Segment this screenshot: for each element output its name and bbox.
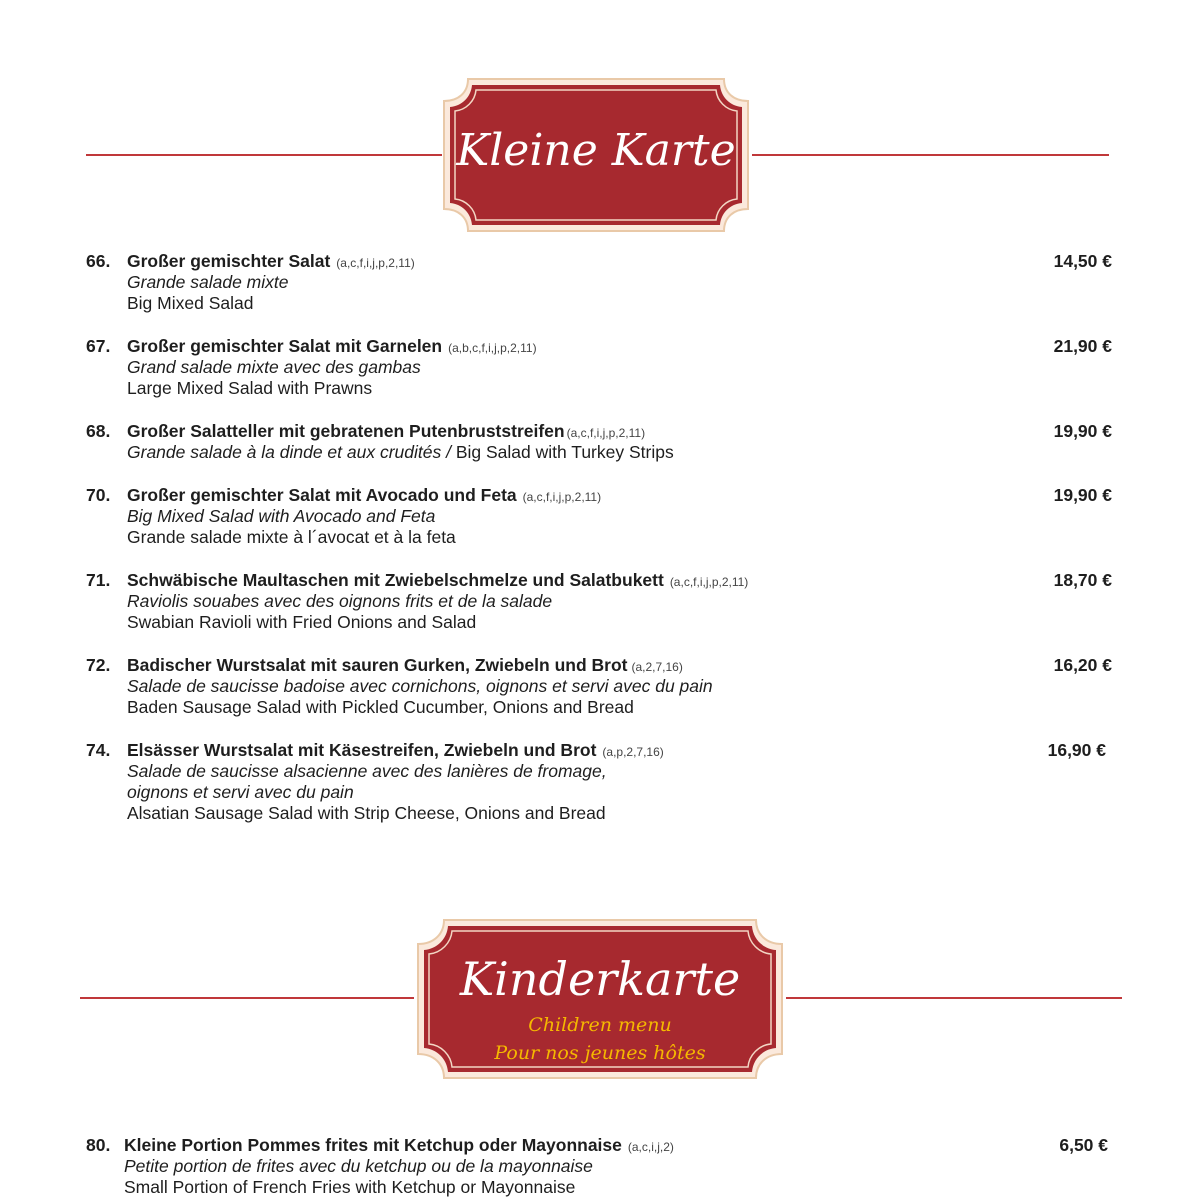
item-name: Kleine Portion Pommes frites mit Ketchup oder Mayonnaise (a,c,i,j,2) bbox=[124, 1135, 674, 1155]
menu-item bbox=[86, 335, 1116, 399]
item-desc-fr: Petite portion de frites avec du ketchup ou de la mayonnaise bbox=[124, 1156, 593, 1176]
item-desc-en: Alsatian Sausage Salad with Strip Cheese, Onions and Bread bbox=[127, 803, 606, 823]
item-number: 67. bbox=[86, 336, 111, 356]
item-name: Elsässer Wurstsalat mit Käsestreifen, Zwiebeln und Brot (a,p,2,7,16) bbox=[127, 740, 664, 760]
item-allergens: (a,c,f,i,j,p,2,11) bbox=[522, 490, 602, 504]
menu-item bbox=[86, 420, 1116, 463]
section-subtitle-fr: Pour nos jeunes hôtes bbox=[494, 1042, 706, 1064]
item-number: 68. bbox=[86, 421, 111, 441]
item-allergens: (a,c,f,i,j,p,2,11) bbox=[669, 575, 749, 589]
item-desc bbox=[127, 442, 1116, 463]
item-number: 66. bbox=[86, 251, 111, 271]
menu-item bbox=[86, 654, 1116, 718]
item-name: Großer gemischter Salat (a,c,f,i,j,p,2,11) bbox=[127, 251, 415, 271]
item-desc-fr: Salade de saucisse badoise avec cornichons, oignons et servi avec du pain bbox=[127, 676, 713, 696]
item-allergens: (a,c,i,j,2) bbox=[627, 1140, 674, 1154]
item-desc-fr: Grande salade mixte bbox=[127, 272, 289, 292]
item-allergens: (a,b,c,f,i,j,p,2,11) bbox=[448, 341, 537, 355]
section-subtitle-en: Children menu bbox=[528, 1014, 672, 1036]
item-allergens: (a,c,f,i,j,p,2,11) bbox=[566, 426, 646, 440]
item-desc-en: Large Mixed Salad with Prawns bbox=[127, 378, 373, 398]
item-desc-en: Small Portion of French Fries with Ketchup or Mayonnaise bbox=[124, 1177, 576, 1197]
item-price: 19,90 € bbox=[1053, 421, 1112, 441]
item-name: Großer Salatteller mit gebratenen Putenbruststreifen (a,c,f,i,j,p,2,11) bbox=[127, 421, 646, 441]
menu-item bbox=[86, 484, 1116, 548]
kinderkarte-badge bbox=[414, 916, 786, 1082]
item-number: 74. bbox=[86, 740, 111, 760]
item-number: 80. bbox=[86, 1135, 111, 1155]
item-name: Badischer Wurstsalat mit sauren Gurken, Zwiebeln und Brot (a,2,7,16) bbox=[127, 655, 683, 675]
item-desc-en: Big Salad with Turkey Strips bbox=[450, 442, 674, 462]
item-desc-fr: Grande salade mixte à l´avocat et à la feta bbox=[127, 527, 456, 547]
section-title: Kinderkarte bbox=[459, 952, 741, 1006]
item-name: Schwäbische Maultaschen mit Zwiebelschmelze und Salatbukett (a,c,f,i,j,p,2,11) bbox=[127, 570, 749, 590]
menu-item bbox=[86, 569, 1116, 633]
item-name: Großer gemischter Salat mit Avocado und Feta (a,c,f,i,j,p,2,11) bbox=[127, 485, 602, 505]
item-price: 6,50 € bbox=[1059, 1135, 1108, 1155]
item-desc-en: Swabian Ravioli with Fried Onions and Salad bbox=[127, 612, 477, 632]
item-price: 19,90 € bbox=[1053, 485, 1112, 505]
item-number: 72. bbox=[86, 655, 111, 675]
item-name: Großer gemischter Salat mit Garnelen (a,b,c,f,i,j,p,2,11) bbox=[127, 336, 537, 356]
section-rule-left bbox=[86, 154, 442, 156]
menu-item bbox=[86, 250, 1116, 314]
menu-item bbox=[86, 1134, 1116, 1198]
section-rule-right bbox=[752, 154, 1109, 156]
item-desc-fr: Salade de saucisse alsacienne avec des lanières de fromage, bbox=[127, 761, 607, 781]
item-number: 71. bbox=[86, 570, 111, 590]
item-allergens: (a,2,7,16) bbox=[631, 660, 683, 674]
section-title: Kleine Karte bbox=[456, 125, 736, 176]
item-price: 18,70 € bbox=[1053, 570, 1112, 590]
item-desc-fr: Grand salade mixte avec des gambas bbox=[127, 357, 421, 377]
section-rule-right bbox=[786, 997, 1122, 999]
section-rule-left bbox=[80, 997, 414, 999]
kleine-karte-badge bbox=[440, 75, 752, 235]
item-allergens: (a,p,2,7,16) bbox=[602, 745, 664, 759]
item-price: 21,90 € bbox=[1053, 336, 1112, 356]
item-desc-en: Baden Sausage Salad with Pickled Cucumber, Onions and Bread bbox=[127, 697, 634, 717]
item-desc-en: Big Mixed Salad with Avocado and Feta bbox=[127, 506, 436, 526]
item-price: 16,20 € bbox=[1053, 655, 1112, 675]
item-allergens: (a,c,f,i,j,p,2,11) bbox=[336, 256, 415, 270]
item-desc-fr: Raviolis souabes avec des oignons frits et de la salade bbox=[127, 591, 553, 611]
item-desc-en: Big Mixed Salad bbox=[127, 293, 254, 313]
item-price: 14,50 € bbox=[1053, 251, 1112, 271]
menu-item bbox=[86, 739, 1116, 824]
item-number: 70. bbox=[86, 485, 111, 505]
item-desc-fr: Grande salade à la dinde et aux crudités / bbox=[127, 442, 451, 462]
item-desc-fr-cont: oignons et servi avec du pain bbox=[127, 782, 354, 802]
item-price: 16,90 € bbox=[1047, 740, 1106, 760]
